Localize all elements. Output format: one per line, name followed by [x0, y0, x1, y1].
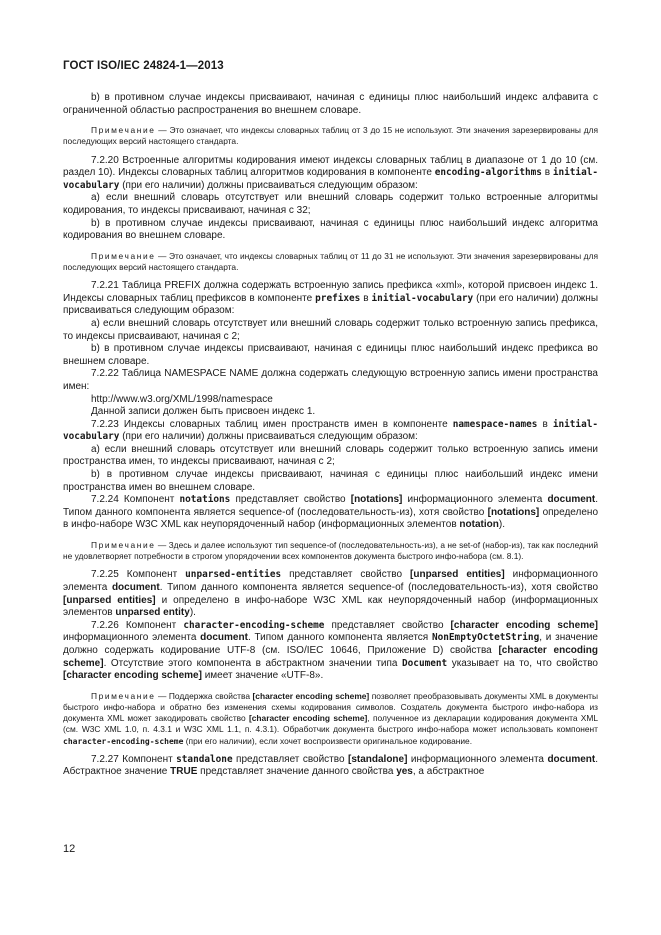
clause-7-2-22: 7.2.22 Таблица NAMESPACE NAME должна содержать следующую встроенную запись имени пространства имен:: [63, 368, 598, 392]
list-item: b) в противном случае индексы присваивают, начиная с единицы плюс наибольший индекс имени пространства имен во внешнем словаре.: [63, 469, 598, 493]
clause-7-2-25: 7.2.25 Компонент unparsed-entities представляет свойство [unparsed entities] информационного элемента document. Типом данного компонента является sequence-of (последовательность-из), хотя свойство [unparsed entities] и определено в инфо-наборе W3C XML как неупорядоченный набор (информационных элементов unparsed entity).: [63, 569, 599, 619]
note: Примечание — Это означает, что индексы словарных таблиц от 3 до 15 не используют. Эти значения зарезервированы для последующих версий настоящего стандарта.: [63, 125, 598, 147]
namespace-url: http://www.w3.org/XML/1998/namespace: [91, 393, 273, 405]
clause-7-2-24: 7.2.24 Компонент notations представляет свойство [notations] информационного элемента document. Типом данного компонента является sequence-of (последовательность-из), хотя свойство [notations] определено в инфо-наборе W3C XML как неупорядоченный набор (информационных элементов notation).: [63, 494, 599, 531]
clause-7-2-27: 7.2.27 Компонент standalone представляет свойство [standalone] информационного элемента document. Абстрактное значение TRUE представляет значение данного свойства yes, а абстрактное: [63, 753, 598, 778]
paragraph: Данной записи должен быть присвоен индекс 1.: [91, 406, 316, 418]
document-header: ГОСТ ISO/IEC 24824-1—2013: [63, 60, 224, 72]
page-body: [63, 92, 598, 779]
note: Примечание — Поддержка свойства [character encoding scheme] позволяет преобразовывать документы XML в документы быстрого инфо-набора и обратно без изменения схемы кодирования символов. Создатель документа быстрого инфо-набора из документа XML может закодировать свойство [character encoding scheme], полученное из декларации кодирования документа XML (см. W3C XML 1.0, п. 4.3.1 и W3C XML 1.1, п. 4.3.1). Обработчик документа быстрого инфо-набора может использовать компонент character-encoding-scheme (при его наличии), если хочет воспроизвести оригинальное кодирование.: [63, 690, 599, 746]
clause-7-2-21: 7.2.21 Таблица PREFIX должна содержать встроенную запись префикса «xml», которой присвоен индекс 1. Индексы словарных таблиц префиксов в компоненте prefixes в initial-vocabulary (при его наличии) должны присваиваться следующим образом:: [63, 280, 599, 317]
list-item: а) если внешний словарь отсутствует или внешний словарь содержит только встроенные алгоритмы кодирования, то индексы присваивают, начиная с 32;: [63, 192, 598, 216]
paragraph: b) в противном случае индексы присваивают, начиная с единицы плюс наибольший индекс алфавита с ограниченной областью распространения во внешнем словаре.: [63, 92, 598, 116]
page-number: 12: [63, 843, 76, 855]
clause-7-2-26: 7.2.26 Компонент character-encoding-scheme представляет свойство [character encoding scheme] информационного элемента document. Типом данного компонента является NonEmptyOctetString, и значение должно содержать кодирование UTF-8 (см. ISO/IEC 10646, Приложение D) свойства [character encoding scheme]. Отсутствие этого компонента в абстрактном значении типа Document указывает на то, что свойство [character encoding scheme] имеет значение «UTF-8».: [63, 619, 598, 682]
list-item: b) в противном случае индексы присваивают, начиная с единицы плюс наибольший индекс алгоритма кодирования во внешнем словаре.: [63, 217, 598, 242]
list-item: а) если внешний словарь отсутствует или внешний словарь содержит только встроенную запись префикса, то индексы присваивают, начиная с 2;: [63, 317, 598, 342]
note: Примечание — Это означает, что индексы словарных таблиц от 11 до 31 не используют. Эти значения зарезервированы для последующих версий настоящего стандарта.: [63, 250, 598, 272]
list-item: b) в противном случае индексы присваивают, начиная с единицы плюс наибольший индекс префикса во внешнем словаре.: [63, 343, 598, 367]
note: Примечание — Здесь и далее используют тип sequence-of (последовательность-из), а не set-of (набор-из), так как последний не удовлетворяет потребности в строгом упорядочении всех компонентов документа быстрого инфо-набора (см. 8.1).: [63, 540, 598, 562]
clause-7-2-20: 7.2.20 Встроенные алгоритмы кодирования имеют индексы словарных таблиц в диапазоне от 1 до 10 (см. раздел 10). Индексы словарных таблиц алгоритмов кодирования в компоненте encoding-algorithms в initial-vocabulary (при его наличии) должны присваиваться следующим образом:: [63, 154, 598, 191]
list-item: а) если внешний словарь отсутствует или внешний словарь содержит только встроенную запись имени пространства имен, то индексы присваивают, начиная с 2;: [63, 443, 598, 468]
clause-7-2-23: 7.2.23 Индексы словарных таблиц имен пространств имен в компоненте namespace-names в initial-vocabulary (при его наличии) должны присваиваться следующим образом:: [63, 418, 598, 443]
